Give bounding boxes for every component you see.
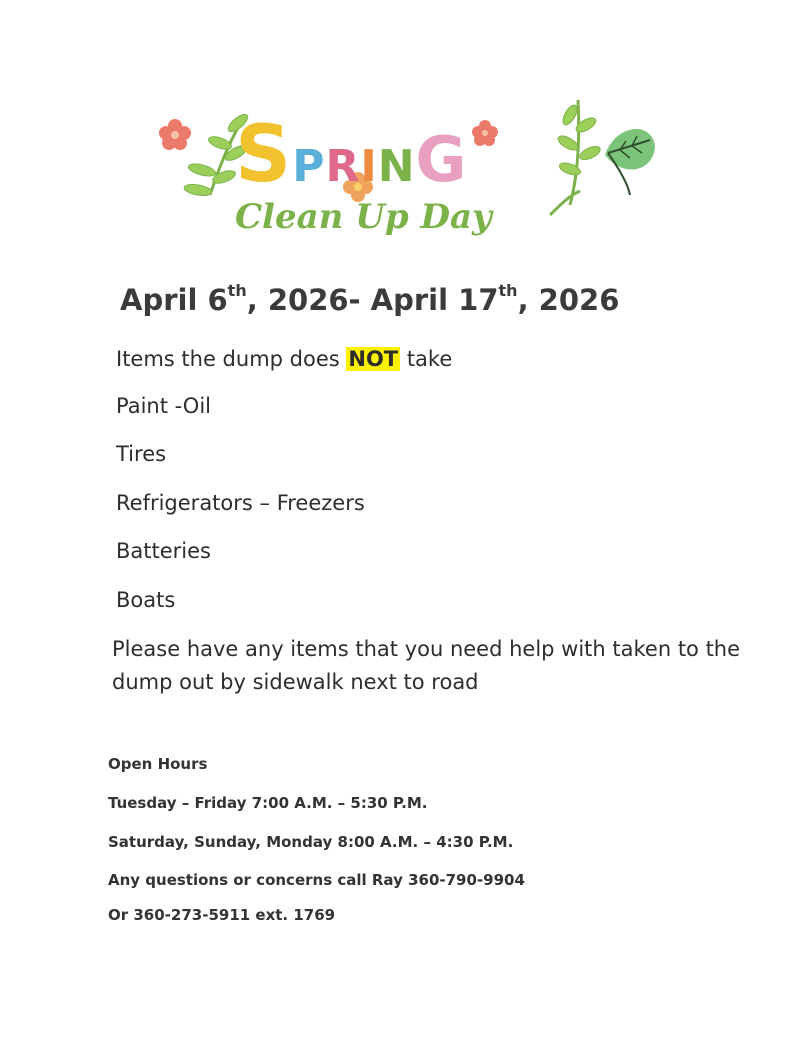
title-letter: G	[415, 123, 468, 196]
contact-line: Any questions or concerns call Ray 360-790-9904	[108, 871, 525, 889]
spring-title	[235, 110, 565, 200]
contact-line-2: Or 360-273-5911 ext. 1769	[108, 906, 336, 924]
intro-text: Items the dump does	[116, 347, 347, 371]
list-item: Batteries	[116, 539, 211, 563]
title-letter: S	[235, 110, 293, 200]
ordinal-suffix: th	[227, 281, 247, 300]
not-taken-intro	[116, 344, 452, 374]
list-item: Paint -Oil	[116, 394, 212, 418]
start-date: April 6	[120, 283, 228, 317]
title-letter: R	[325, 141, 361, 192]
title-letter: P	[292, 141, 326, 192]
spring-banner	[150, 95, 660, 245]
weekend-hours: Saturday, Sunday, Monday 8:00 A.M. – 4:30 P.M.	[108, 833, 514, 851]
notice-paragraph: Please have any items that you need help with taken to the dump out by sidewalk next to road	[112, 637, 741, 694]
open-hours-heading: Open Hours	[108, 755, 208, 773]
end-year: , 2026	[517, 283, 620, 317]
big-leaf-icon	[605, 129, 655, 195]
banner-subtitle: Clean Up Day	[235, 197, 492, 237]
flower-icon	[159, 119, 191, 150]
ordinal-suffix: th	[498, 281, 518, 300]
date-range-heading	[120, 278, 640, 322]
list-item: Boats	[116, 588, 176, 612]
list-item: Tires	[116, 442, 167, 466]
title-letter: N	[377, 141, 416, 192]
title-letter: I	[360, 141, 378, 192]
not-highlight: NOT	[348, 347, 399, 371]
date-middle: , 2026- April 17	[246, 283, 499, 317]
intro-text-end: take	[400, 347, 453, 371]
list-item: Refrigerators – Freezers	[116, 491, 365, 515]
weekday-hours: Tuesday – Friday 7:00 A.M. – 5:30 P.M.	[108, 794, 428, 812]
